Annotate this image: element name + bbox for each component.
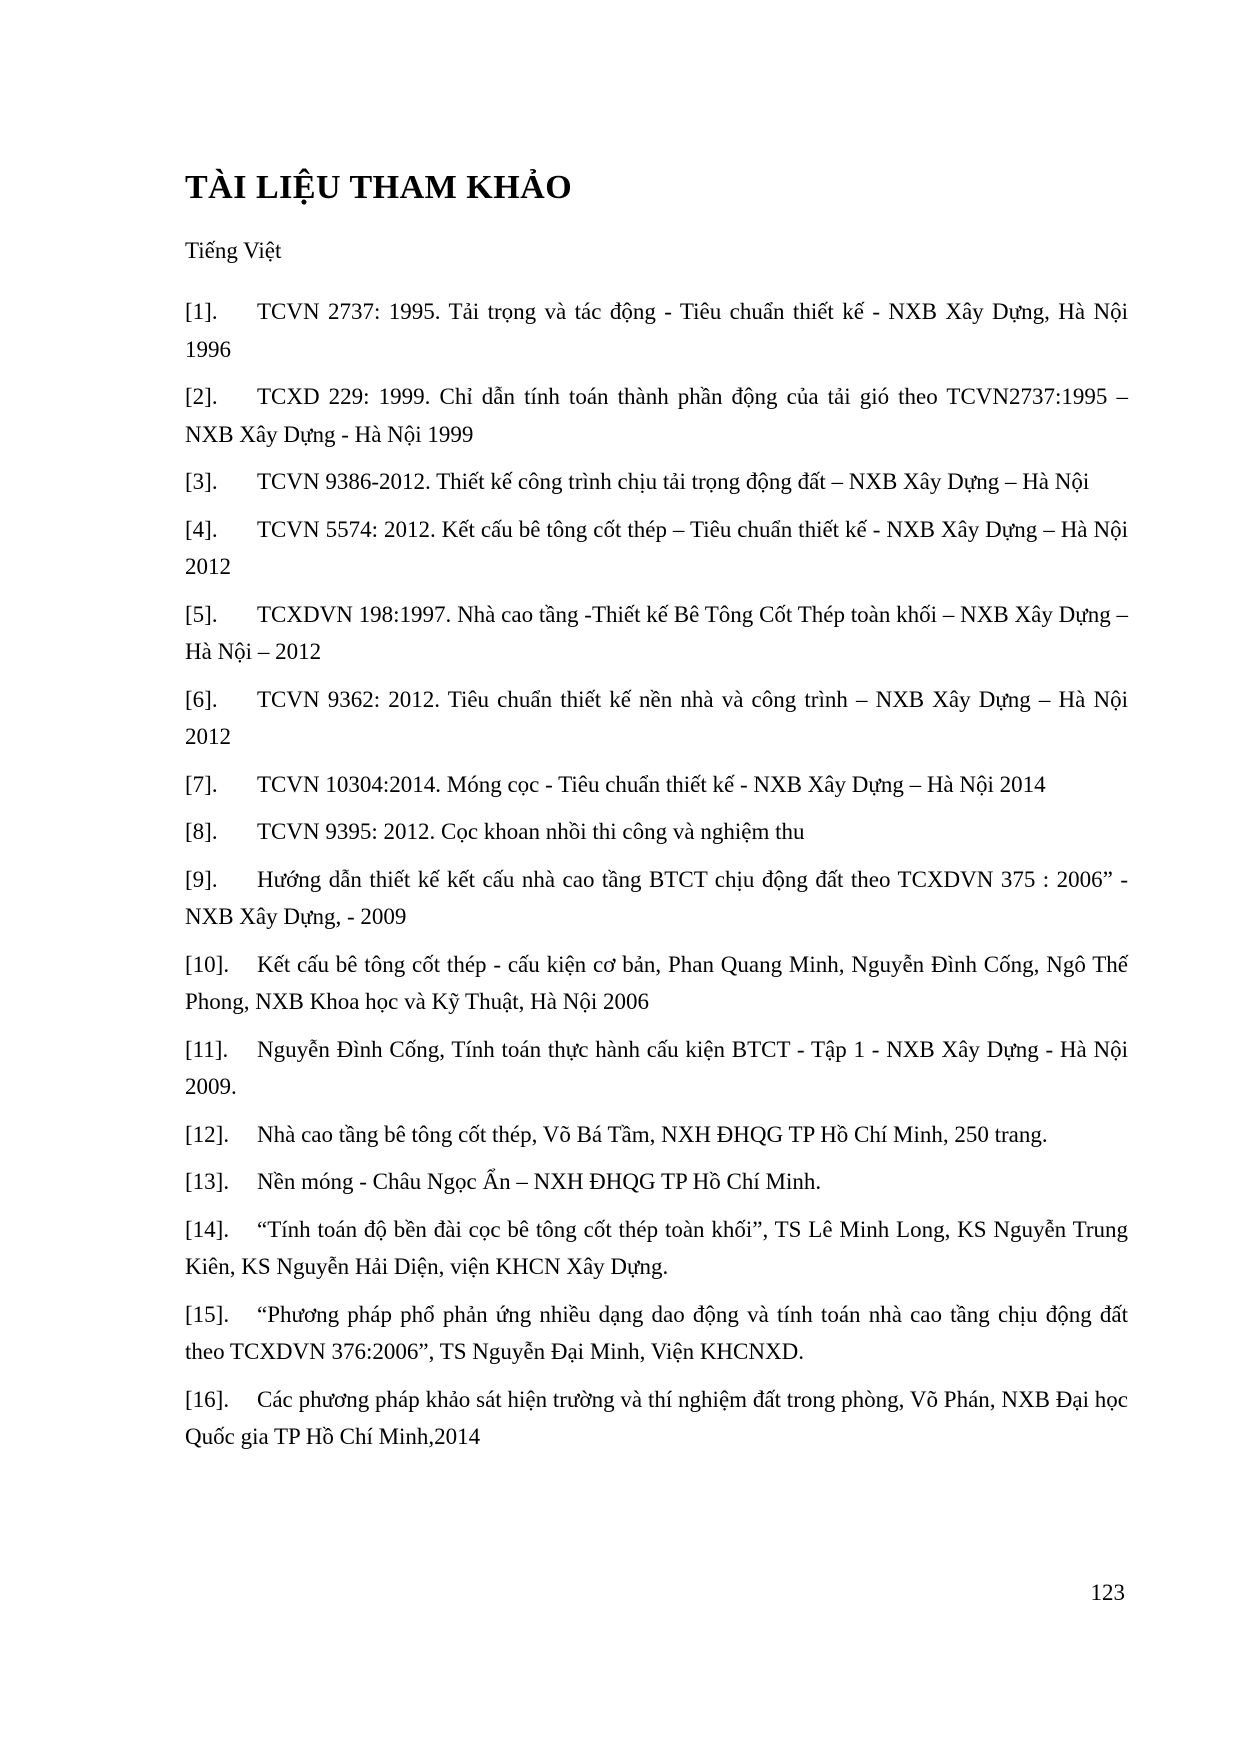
reference-text: TCXD 229: 1999. Chỉ dẫn tính toán thành phần động của tải gió theo TCVN2737:1995 – NXB Xây Dựng - Hà Nội 1999 <box>185 384 1128 447</box>
reference-number: [12]. <box>185 1121 230 1147</box>
page-title: TÀI LIỆU THAM KHẢO <box>185 169 573 206</box>
reference-number: [15]. <box>185 1301 230 1327</box>
reference-item <box>185 1381 1128 1456</box>
reference-text: Kết cấu bê tông cốt thép - cấu kiện cơ bản, Phan Quang Minh, Nguyễn Đình Cống, Ngô Thế Phong, NXB Khoa học và Kỹ Thuật, Hà Nội 2006 <box>185 951 1128 1014</box>
reference-item <box>185 1211 1128 1286</box>
reference-text: “Phương pháp phổ phản ứng nhiều dạng dao động và tính toán nhà cao tầng chịu động đất theo TCXDVN 376:2006”, TS Nguyễn Đại Minh, Viện KHCNXD. <box>185 1301 1128 1364</box>
reference-text: Nền móng - Châu Ngọc Ẩn – NXH ĐHQG TP Hồ Chí Minh. <box>257 1169 822 1194</box>
reference-item <box>185 596 1128 671</box>
reference-text: TCVN 2737: 1995. Tải trọng và tác động - Tiêu chuẩn thiết kế - NXB Xây Dựng, Hà Nội 1996 <box>185 299 1128 362</box>
reference-item <box>185 293 1128 368</box>
reference-number: [7]. <box>185 771 218 797</box>
reference-item <box>185 681 1128 756</box>
reference-item <box>185 861 1128 936</box>
reference-text: TCVN 5574: 2012. Kết cấu bê tông cốt thép – Tiêu chuẩn thiết kế - NXB Xây Dựng – Hà Nội 2012 <box>185 516 1128 579</box>
reference-item <box>185 1296 1128 1371</box>
reference-text: TCXDVN 198:1997. Nhà cao tầng -Thiết kế Bê Tông Cốt Thép toàn khối – NXB Xây Dựng – Hà Nội – 2012 <box>185 601 1128 664</box>
reference-number: [10]. <box>185 951 230 977</box>
reference-number: [13]. <box>185 1169 230 1194</box>
reference-item <box>185 511 1128 586</box>
reference-item <box>185 1031 1128 1106</box>
reference-text: TCVN 9386-2012. Thiết kế công trình chịu tải trọng động đất – NXB Xây Dựng – Hà Nội <box>257 469 1090 494</box>
reference-number: [14]. <box>185 1216 230 1242</box>
reference-text: “Tính toán độ bền đài cọc bê tông cốt thép toàn khối”, TS Lê Minh Long, KS Nguyễn Trung Kiên, KS Nguyễn Hải Diện, viện KHCN Xây Dựng. <box>185 1216 1128 1279</box>
reference-item <box>185 946 1128 1021</box>
reference-text: Nguyễn Đình Cống, Tính toán thực hành cấu kiện BTCT - Tập 1 - NXB Xây Dựng - Hà Nội 2009. <box>185 1036 1128 1099</box>
reference-item <box>185 766 1128 804</box>
reference-text: Các phương pháp khảo sát hiện trường và thí nghiệm đất trong phòng, Võ Phán, NXB Đại học Quốc gia TP Hồ Chí Minh,2014 <box>185 1386 1128 1449</box>
reference-text: TCVN 9362: 2012. Tiêu chuẩn thiết kế nền nhà và công trình – NXB Xây Dựng – Hà Nội 2012 <box>185 686 1128 749</box>
reference-number: [11]. <box>185 1036 229 1062</box>
reference-text: TCVN 10304:2014. Móng cọc - Tiêu chuẩn thiết kế - NXB Xây Dựng – Hà Nội 2014 <box>257 771 1046 797</box>
reference-text: TCVN 9395: 2012. Cọc khoan nhồi thi công và nghiệm thu <box>257 819 805 844</box>
reference-number: [6]. <box>185 686 218 712</box>
reference-number: [5]. <box>185 601 218 627</box>
reference-number: [2]. <box>185 384 218 409</box>
document-content <box>185 0 1128 1456</box>
reference-number: [16]. <box>185 1386 230 1412</box>
reference-text: Hướng dẫn thiết kế kết cấu nhà cao tầng BTCT chịu động đất theo TCXDVN 375 : 2006” - NXB Xây Dựng, - 2009 <box>185 866 1128 929</box>
page-number: 123 <box>1090 1580 1125 1605</box>
reference-item <box>185 813 1128 851</box>
references-list <box>185 293 1128 1456</box>
reference-number: [9]. <box>185 866 218 892</box>
reference-item <box>185 378 1128 453</box>
reference-number: [4]. <box>185 516 218 542</box>
reference-item <box>185 1163 1128 1201</box>
reference-number: [3]. <box>185 469 218 494</box>
reference-item <box>185 1116 1128 1154</box>
reference-text: Nhà cao tầng bê tông cốt thép, Võ Bá Tầm, NXH ĐHQG TP Hồ Chí Minh, 250 trang. <box>257 1121 1048 1147</box>
reference-item <box>185 463 1128 501</box>
reference-number: [1]. <box>185 299 218 324</box>
language-section-heading: Tiếng Việt <box>185 238 282 263</box>
reference-number: [8]. <box>185 819 218 844</box>
